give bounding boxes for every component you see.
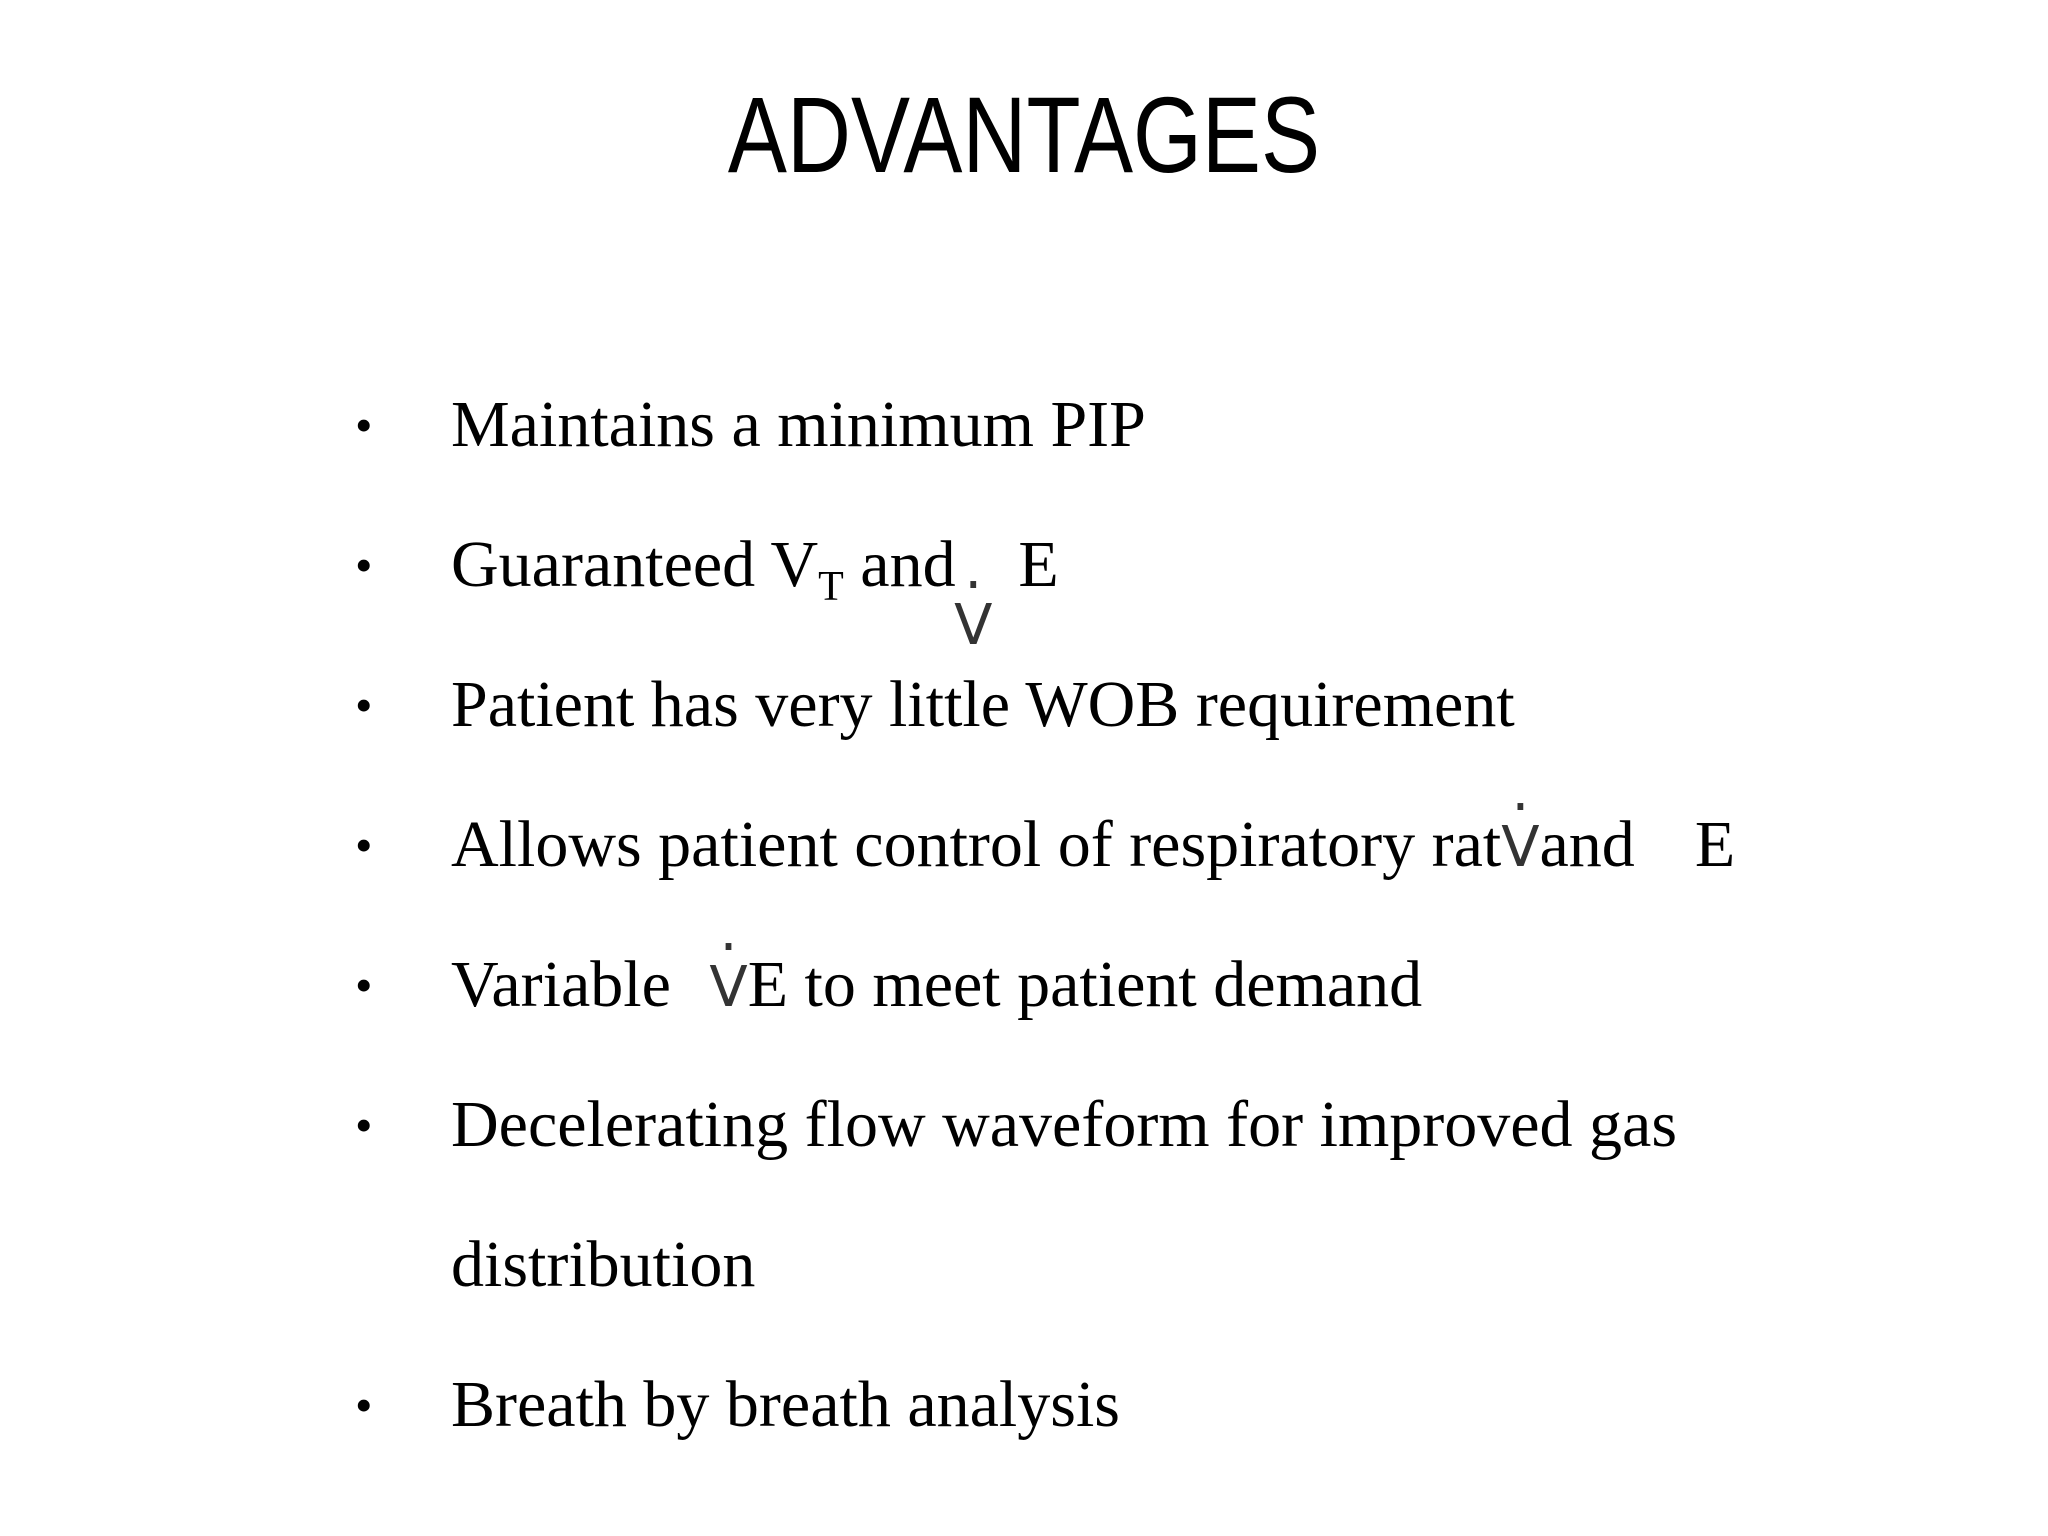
- item-text: Variable: [451, 948, 688, 1021]
- item-text: Maintains a minimum PIP: [451, 388, 1146, 461]
- item-text: Guaranteed V: [451, 528, 819, 601]
- bullet-marker: •: [355, 817, 373, 873]
- item-text: distribution: [451, 1228, 756, 1301]
- bullet-list: [355, 355, 1955, 1475]
- list-item: [355, 915, 1955, 1055]
- item-text: E: [1694, 808, 1736, 881]
- bullet-marker: •: [355, 537, 373, 593]
- list-item: [355, 775, 1955, 915]
- list-item: [355, 355, 1955, 495]
- bullet-marker: •: [355, 677, 373, 733]
- item-text: Allows patient control of respiratory rat: [451, 808, 1502, 881]
- v-dot-symbol: · V: [1501, 820, 1539, 876]
- item-text: Patient has very little WOB requirement: [451, 668, 1515, 741]
- list-item: [355, 495, 1955, 658]
- slide-title: ADVANTAGES: [727, 74, 1321, 195]
- item-text: E to meet patient demand: [747, 948, 1423, 1021]
- v-dot-symbol: · V: [954, 598, 992, 654]
- v-dot-symbol: · V: [709, 960, 747, 1016]
- item-text: Decelerating flow waveform for improved gas: [451, 1088, 1678, 1161]
- list-item: [355, 635, 1955, 775]
- item-text: Breath by breath analysis: [451, 1368, 1120, 1441]
- item-text: E: [1018, 528, 1059, 601]
- subscript-text: T: [818, 564, 844, 610]
- bullet-marker: •: [355, 1377, 373, 1433]
- bullet-marker: •: [355, 397, 373, 453]
- bullet-marker: •: [355, 1097, 373, 1153]
- item-text: and: [843, 528, 973, 601]
- bullet-marker: •: [355, 957, 373, 1013]
- list-item: [355, 1055, 1955, 1335]
- item-text: and: [1539, 808, 1635, 881]
- list-item: [355, 1335, 1955, 1475]
